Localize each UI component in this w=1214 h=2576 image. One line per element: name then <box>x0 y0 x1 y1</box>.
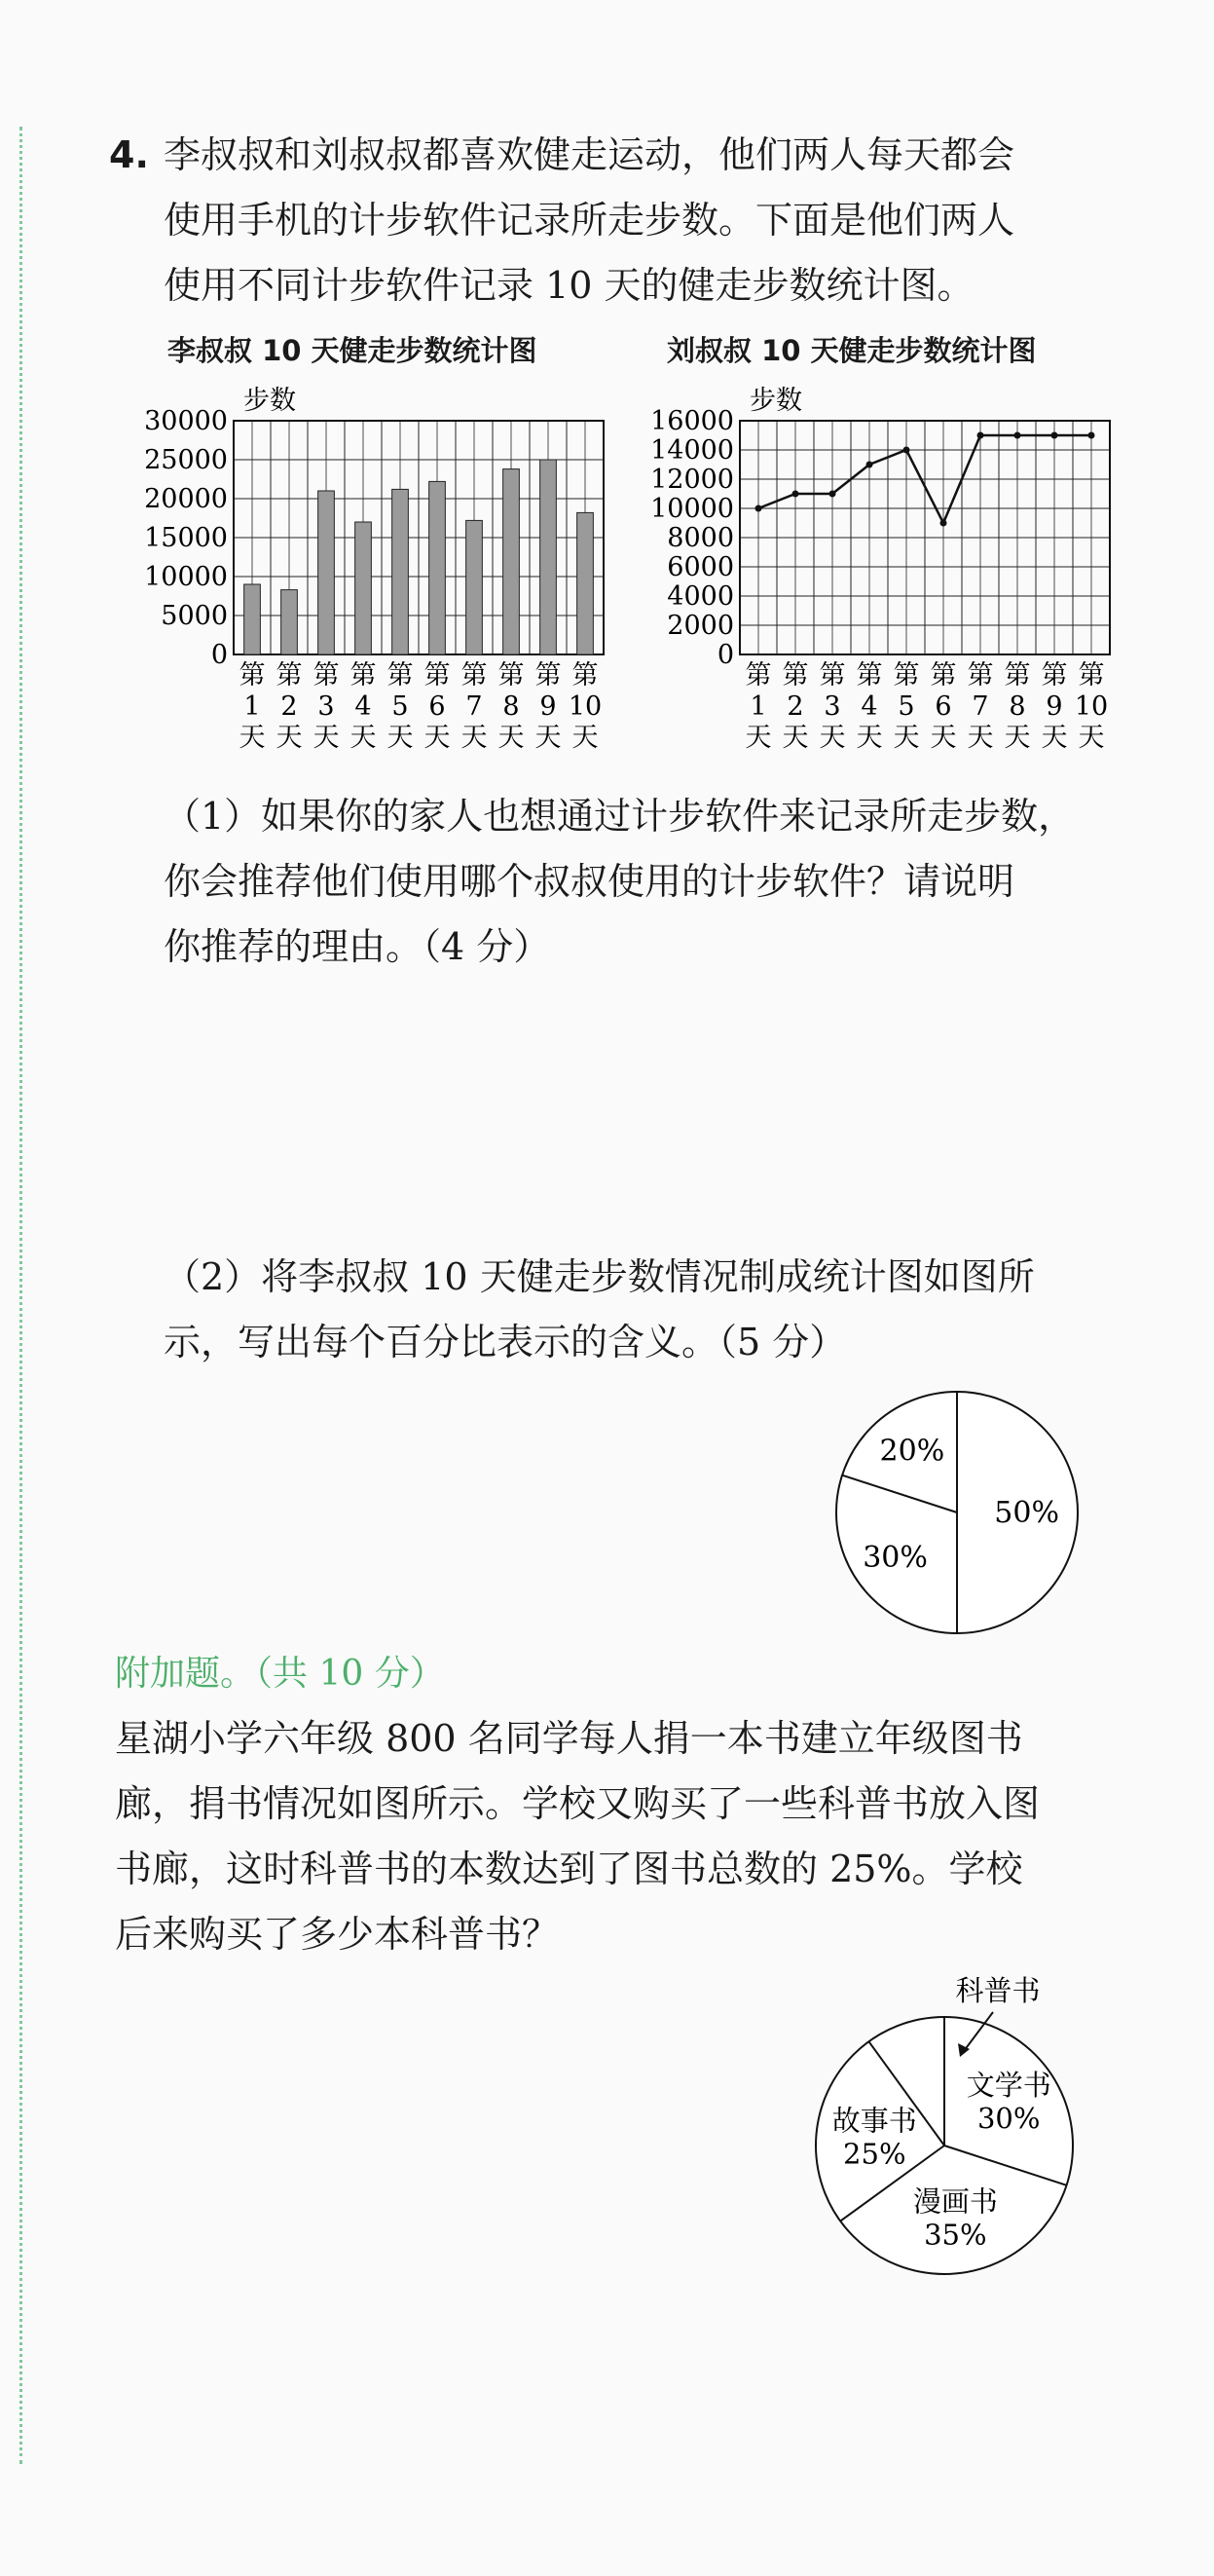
bar-ytick: 10000 <box>144 562 228 592</box>
pie-slice-name: 故事书 <box>831 2104 917 2138</box>
point <box>1051 432 1058 439</box>
line-xtick: 5 <box>898 691 915 722</box>
bar-xtick: 天 <box>276 723 303 753</box>
line-xtick: 第 <box>782 660 809 691</box>
bar-xtick: 3 <box>317 691 335 722</box>
point <box>977 432 984 439</box>
pie-slice-percent: 25% <box>843 2137 906 2171</box>
pie-slice-name: 文学书 <box>966 2068 1051 2102</box>
bar-ylabel: 步数 <box>243 386 296 416</box>
bar <box>281 590 298 654</box>
bar-xtick: 第 <box>239 660 266 691</box>
bar <box>244 584 261 654</box>
line-xtick: 第 <box>930 660 957 691</box>
bar-ytick: 0 <box>210 640 228 670</box>
bar-xtick: 第 <box>349 660 377 691</box>
bar-xtick: 第 <box>497 660 525 691</box>
point <box>755 505 762 512</box>
bar-ytick: 30000 <box>144 406 228 436</box>
bar-xtick: 第 <box>460 660 488 691</box>
line-xtick: 天 <box>819 723 846 753</box>
line-xtick: 第 <box>1004 660 1031 691</box>
pie-slice-label: 50% <box>994 1496 1059 1530</box>
part2-line-2: 示，写出每个百分比表示的含义。（5 分） <box>164 1321 847 1363</box>
bar-xtick: 第 <box>534 660 562 691</box>
part1-line-2: 你会推荐他们使用哪个叔叔使用的计步软件？请说明 <box>164 860 1015 903</box>
q4-intro-line-2: 使用手机的计步软件记录所走步数。下面是他们两人 <box>164 199 1015 242</box>
pie-slice-name: 漫画书 <box>912 2184 998 2219</box>
line-xtick: 10 <box>1074 691 1109 722</box>
bonus-line-3: 书廊，这时科普书的本数达到了图书总数的 25%。学校 <box>115 1848 1023 1890</box>
line-ytick: 4000 <box>667 581 734 612</box>
line-ytick: 8000 <box>667 523 734 553</box>
point <box>829 491 836 498</box>
point <box>903 447 910 454</box>
bar-ytick: 20000 <box>144 484 228 514</box>
bonus-title: 附加题。（共 10 分） <box>115 1654 445 1694</box>
point <box>792 491 799 498</box>
point <box>940 520 947 527</box>
line-ytick: 0 <box>717 640 734 670</box>
line-xtick: 4 <box>861 691 878 722</box>
bar <box>355 522 372 654</box>
line-ytick: 14000 <box>650 435 734 466</box>
bar-xtick: 7 <box>465 691 483 722</box>
q4-intro-line-3: 使用不同计步软件记录 10 天的健走步数统计图。 <box>164 264 975 307</box>
bar <box>466 520 483 654</box>
pie-slice-label: 20% <box>879 1434 945 1469</box>
line-ylabel: 步数 <box>750 386 802 416</box>
line-xtick: 天 <box>930 723 957 753</box>
bar-chart-title: 李叔叔 10 天健走步数统计图 <box>167 334 537 367</box>
point <box>1014 432 1021 439</box>
bar-xtick: 天 <box>313 723 340 753</box>
bar <box>429 481 446 654</box>
bar-chart <box>117 372 623 771</box>
bar-xtick: 天 <box>534 723 562 753</box>
bar-xtick: 1 <box>243 691 261 722</box>
line-xtick: 3 <box>824 691 841 722</box>
line-xtick: 天 <box>782 723 809 753</box>
bar-xtick: 8 <box>502 691 520 722</box>
steps-pie-chart <box>828 1381 1090 1644</box>
line-xtick: 第 <box>967 660 994 691</box>
bar-xtick: 9 <box>539 691 557 722</box>
line-xtick: 天 <box>967 723 994 753</box>
pie-slice-percent: 35% <box>924 2218 987 2252</box>
bar-xtick: 天 <box>386 723 414 753</box>
line-xtick: 7 <box>972 691 989 722</box>
bar-xtick: 6 <box>428 691 446 722</box>
bar-xtick: 2 <box>280 691 298 722</box>
question-number: 4. <box>109 133 149 176</box>
part1-line-1: （1）如果你的家人也想通过计步软件来记录所走步数， <box>164 795 1076 838</box>
bonus-line-2: 廊，捐书情况如图所示。学校又购买了一些科普书放入图 <box>115 1782 1041 1825</box>
bar <box>577 512 594 654</box>
bar-xtick: 5 <box>391 691 409 722</box>
bar-xtick: 第 <box>571 660 599 691</box>
pie-slice-percent: 30% <box>976 2101 1041 2135</box>
bar-xtick: 天 <box>239 723 266 753</box>
part1-line-3: 你推荐的理由。（4 分） <box>164 925 551 968</box>
bar-ytick: 5000 <box>161 601 228 631</box>
bar <box>392 489 409 654</box>
bar <box>540 460 557 654</box>
line-xtick: 第 <box>1041 660 1068 691</box>
books-pie-chart <box>798 1965 1120 2296</box>
bar-xtick: 第 <box>276 660 303 691</box>
bar-xtick: 第 <box>423 660 451 691</box>
bonus-line-4: 后来购买了多少本科普书？ <box>115 1913 560 1956</box>
point <box>1088 432 1095 439</box>
line-xtick: 天 <box>893 723 920 753</box>
line-chart-title: 刘叔叔 10 天健走步数统计图 <box>667 334 1037 367</box>
line-ytick: 10000 <box>650 494 734 524</box>
margin-dotted-line <box>19 127 22 2464</box>
bar-xtick: 4 <box>354 691 372 722</box>
line-xtick: 第 <box>745 660 772 691</box>
q4-intro-line-1: 李叔叔和刘叔叔都喜欢健走运动，他们两人每天都会 <box>164 133 1015 176</box>
bar-xtick: 天 <box>571 723 599 753</box>
line-xtick: 6 <box>935 691 952 722</box>
bar <box>318 491 335 654</box>
pie-slice-label: 30% <box>863 1541 928 1576</box>
line-xtick: 天 <box>856 723 883 753</box>
bar-xtick: 天 <box>460 723 488 753</box>
bar-ytick: 15000 <box>144 523 228 553</box>
part2-line-1: （2）将李叔叔 10 天健走步数情况制成统计图如图所 <box>164 1255 1035 1298</box>
callout-label: 科普书 <box>955 1974 1041 2007</box>
line-chart <box>623 372 1129 771</box>
line-xtick: 天 <box>745 723 772 753</box>
line-xtick: 天 <box>1041 723 1068 753</box>
bar-ytick: 25000 <box>144 445 228 475</box>
bar-xtick: 第 <box>386 660 414 691</box>
bar-xtick: 10 <box>568 691 603 722</box>
line-ytick: 2000 <box>667 611 734 641</box>
line-ytick: 16000 <box>650 406 734 436</box>
line-ytick: 6000 <box>667 552 734 582</box>
line-xtick: 第 <box>893 660 920 691</box>
bar-xtick: 天 <box>423 723 451 753</box>
bar-xtick: 天 <box>349 723 377 753</box>
bar-xtick: 天 <box>497 723 525 753</box>
line-xtick: 1 <box>750 691 767 722</box>
line-xtick: 第 <box>856 660 883 691</box>
line-ytick: 12000 <box>650 465 734 495</box>
bar-xtick: 第 <box>313 660 340 691</box>
line-xtick: 8 <box>1009 691 1026 722</box>
line-xtick: 第 <box>1078 660 1105 691</box>
line-xtick: 2 <box>787 691 804 722</box>
line-xtick: 第 <box>819 660 846 691</box>
line-xtick: 天 <box>1004 723 1031 753</box>
line-xtick: 天 <box>1078 723 1105 753</box>
point <box>866 462 873 468</box>
line-xtick: 9 <box>1046 691 1063 722</box>
bonus-line-1: 星湖小学六年级 800 名同学每人捐一本书建立年级图书 <box>115 1717 1023 1760</box>
bar <box>503 469 520 654</box>
